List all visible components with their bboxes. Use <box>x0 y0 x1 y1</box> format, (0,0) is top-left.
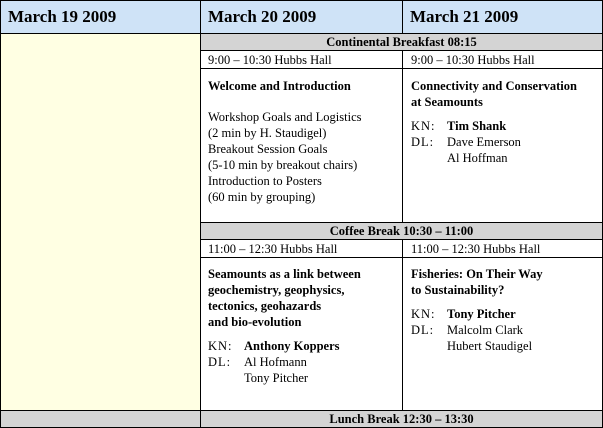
agenda-line: (5-10 min by breakout chairs) <box>208 158 358 172</box>
header-march-21 <box>402 0 603 34</box>
agenda-line: Introduction to Posters <box>208 174 322 188</box>
session-title: geochemistry, geophysics, <box>208 283 345 297</box>
session-title: Welcome and Introduction <box>208 79 351 93</box>
breakfast-band: Continental Breakfast 08:15 <box>200 33 603 51</box>
midday-time-march-20: 11:00 – 12:30 Hubbs Hall <box>200 239 403 258</box>
kn-label: KN: <box>208 339 233 353</box>
keynote-row <box>411 118 595 134</box>
connectivity-session-cell <box>402 68 603 223</box>
session-title: and bio-evolution <box>208 315 302 329</box>
morning-time-march-20: 9:00 – 10:30 Hubbs Hall <box>200 50 403 69</box>
discussion-lead: Al Hoffman <box>447 151 508 165</box>
discussion-lead-row <box>411 134 595 150</box>
keynote-speaker: Tim Shank <box>447 119 507 133</box>
dl-label: DL: <box>411 323 435 337</box>
discussion-lead: Dave Emerson <box>447 135 521 149</box>
discussion-lead: Malcolm Clark <box>447 323 524 337</box>
session-title: Fisheries: On Their Way <box>411 267 543 281</box>
session-title: to Sustainability? <box>411 283 505 297</box>
dl-label: DL: <box>411 135 435 149</box>
lunch-band: Lunch Break 12:30 – 13:30 <box>200 410 603 428</box>
discussion-lead: Hubert Staudigel <box>447 339 533 353</box>
keynote-row <box>411 306 595 322</box>
seamounts-link-session-cell <box>200 257 403 411</box>
header-label: March 19 2009 <box>8 7 117 26</box>
welcome-session-cell <box>200 68 403 223</box>
session-title: tectonics, geohazards <box>208 299 322 313</box>
header-march-19 <box>0 0 201 34</box>
header-label: March 21 2009 <box>410 7 519 26</box>
agenda-line: Workshop Goals and Logistics <box>208 110 362 124</box>
keynote-row <box>208 338 395 354</box>
march-19-empty-cell <box>0 33 201 411</box>
agenda-line: (2 min by H. Staudigel) <box>208 126 327 140</box>
discussion-lead: Al Hofmann <box>244 355 307 369</box>
discussion-lead: Tony Pitcher <box>244 371 309 385</box>
session-title: Seamounts as a link between <box>208 267 361 281</box>
header-march-20 <box>200 0 403 34</box>
coffee-band: Coffee Break 10:30 – 11:00 <box>200 222 603 240</box>
agenda-line: Breakout Session Goals <box>208 142 328 156</box>
header-label: March 20 2009 <box>208 7 317 26</box>
kn-label: KN: <box>411 307 436 321</box>
discussion-lead-row <box>208 354 395 370</box>
kn-label: KN: <box>411 119 436 133</box>
dl-label: DL: <box>208 355 232 369</box>
midday-time-march-21: 11:00 – 12:30 Hubbs Hall <box>402 239 603 258</box>
keynote-speaker: Tony Pitcher <box>447 307 516 321</box>
session-title: at Seamounts <box>411 95 483 109</box>
lunch-left-cell <box>0 410 201 428</box>
fisheries-session-cell <box>402 257 603 411</box>
morning-time-march-21: 9:00 – 10:30 Hubbs Hall <box>402 50 603 69</box>
discussion-lead-row <box>411 322 595 338</box>
keynote-speaker: Anthony Koppers <box>244 339 340 353</box>
agenda-line: (60 min by grouping) <box>208 190 316 204</box>
session-title: Connectivity and Conservation <box>411 79 577 93</box>
